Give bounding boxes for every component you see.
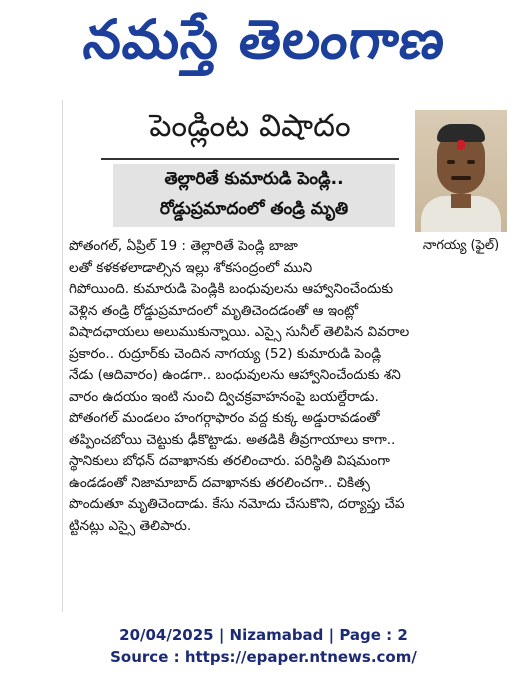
headline-rule [101, 158, 399, 160]
photo-caption: నాగయ్య (ఫైల్) [422, 238, 500, 253]
article-body: గిపోయింది. కుమారుడి పెండ్లికి బంధువులను ఆహ్వానించేందుకు వెళ్లిన తండ్రి రోడ్డుప్రమాదంలో మృతిచెందడంతో ఆ ఇంట్లో విషాదఛాయలు అలుముకున్నాయి. ఎస్సై సునీల్ తెలిపిన వివరాల ప్రకారం.. రుద్రూర్‌కు చెందిన నాగయ్య (52) కుమారుడి పెండ్లి నేడు (ఆదివారం) ఉండగా.. బంధువులను ఆహ్వానించేందుకు శని వారం ఉదయం ఇంటి నుంచి ద్విచక్రవాహనంపై బయల్దేరాడు. పోతంగల్ మండలం హంగర్గాఫారం వద్ద కుక్క అడ్డురావడంతో తప్పించబోయి చెట్టుకు ఢీకొట్టాడు. అతడికి తీవ్రగాయాలు కాగా.. స్థానికులు బోధన్ దవాఖానకు తరలించారు. పరిస్థితి విషమంగా ఉండడంతో నిజామాబాద్ దవాఖానకు తరలించగా.. చికిత్స పొందుతూ మృతిచెందాడు. కేసు నమోదు చేసుకొని, దర్యాప్తు చేప ట్టినట్లు ఎస్సై తెలిపారు. [69, 281, 410, 534]
portrait-photo [415, 110, 507, 232]
subheadline-line-1: తెల్లారితే కుమారుడి పెండ్లి.. [164, 169, 344, 189]
article-intro: పోతంగల్, ఏప్రిల్ 19 : తెల్లారితే పెండ్లి బాజా లతో కళకళలాడాల్సిన ఇల్లు శోకసంద్రంలో ముని [69, 238, 313, 276]
subheadline-box [113, 164, 395, 227]
source-line: Source : https://epaper.ntnews.com/ [110, 648, 417, 666]
masthead [0, 0, 527, 92]
newspaper-logo: నమస్తే తెలంగాణ [80, 7, 449, 71]
edition-line: 20/04/2025 | Nizamabad | Page : 2 [119, 626, 408, 644]
footer [0, 624, 527, 668]
news-clipping [62, 100, 516, 612]
article-headline: పెండ్లింట విషాదం [149, 108, 351, 144]
subheadline-line-2: రోడ్డుప్రమాదంలో తండ్రి మృతి [159, 199, 349, 219]
